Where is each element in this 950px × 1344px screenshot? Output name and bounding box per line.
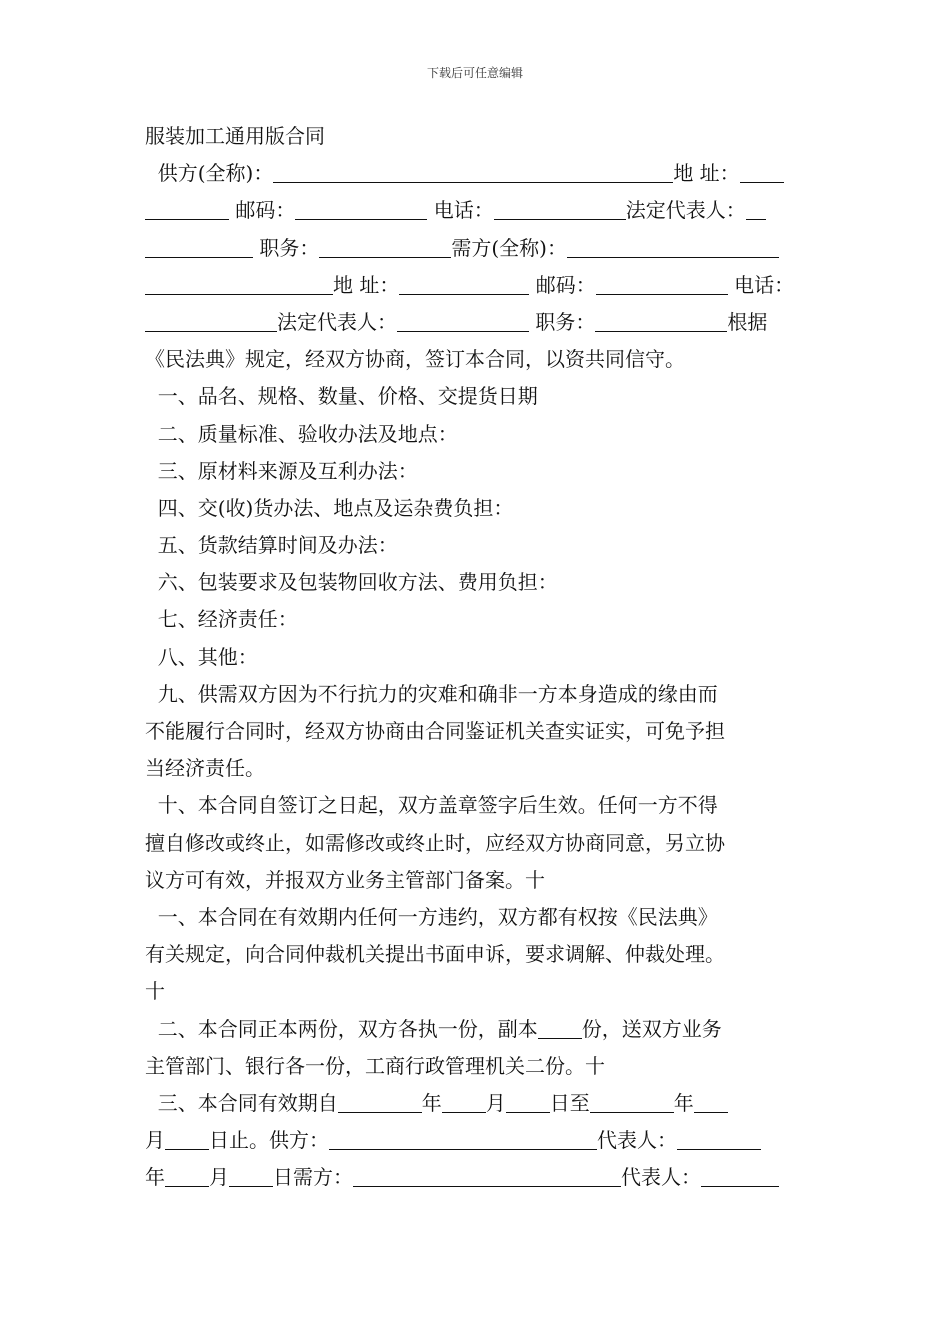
blank-field[interactable] [295, 195, 427, 220]
line-text: 日需方： [273, 1165, 353, 1190]
contract-line [145, 601, 809, 638]
blank-field[interactable] [145, 233, 253, 258]
line-text: 六、包装要求及包装物回收方法、费用负担： [145, 570, 558, 595]
line-text: 十 [145, 979, 165, 1004]
blank-field[interactable] [319, 233, 451, 258]
line-text: 三、原材料来源及互利办法： [145, 458, 418, 483]
line-text: 不能履行合同时，经双方协商由合同鉴证机关查实证实，可免予担 [145, 719, 725, 743]
blank-field[interactable] [506, 1088, 550, 1113]
contract-line [145, 267, 809, 304]
line-text: 月 [209, 1165, 229, 1190]
line-text: 二、本合同正本两份，双方各执一份，副本 [145, 1016, 538, 1041]
line-text: 七、经济责任： [145, 607, 298, 632]
blank-field[interactable] [145, 270, 333, 295]
line-text: 《民法典》规定，经双方协商，签订本合同，以资共同信守。 [145, 347, 685, 372]
contract-line [145, 527, 809, 564]
line-text: 份，送双方业务 [581, 1016, 722, 1041]
line-text: 代表人： [597, 1128, 677, 1153]
line-text: 五、货款结算时间及办法： [145, 533, 398, 558]
line-text: 电话： [427, 198, 494, 223]
contract-line [145, 453, 809, 490]
line-text: 一、品名、规格、数量、价格、交提货日期 [145, 384, 538, 409]
blank-field[interactable] [165, 1125, 209, 1150]
line-text: 法定代表人： [625, 198, 746, 223]
blank-field[interactable] [596, 270, 728, 295]
line-text: 月 [145, 1128, 165, 1153]
blank-field[interactable] [677, 1125, 761, 1150]
line-text: 一、本合同在有效期内任何一方违约，双方都有权按《民法典》 [145, 904, 718, 929]
blank-field[interactable] [145, 195, 229, 220]
blank-field[interactable] [338, 1088, 422, 1113]
contract-line [145, 192, 809, 229]
blank-field[interactable] [329, 1125, 597, 1150]
blank-field[interactable] [397, 307, 529, 332]
contract-line [145, 341, 809, 378]
contract-line [145, 750, 809, 787]
contract-line [145, 230, 809, 267]
line-text: 职务： [529, 309, 596, 334]
blank-field[interactable] [145, 307, 277, 332]
blank-field[interactable] [701, 1162, 779, 1187]
contract-line [145, 564, 809, 601]
contract-title: 服装加工通用版合同 [145, 124, 325, 148]
contract-document [145, 118, 809, 1196]
blank-field[interactable] [353, 1162, 621, 1187]
contract-line [145, 490, 809, 527]
line-text: 九、供需双方因为不行抗力的灾难和确非一方本身造成的缘由而 [145, 681, 718, 706]
line-text: 年 [673, 1090, 694, 1115]
blank-field[interactable] [694, 1088, 728, 1113]
line-text: 十、本合同自签订之日起，双方盖章签字后生效。任何一方不得 [145, 793, 718, 818]
contract-line [145, 862, 809, 899]
contract-line [145, 378, 809, 415]
contract-line [145, 787, 809, 824]
blank-field[interactable] [399, 270, 529, 295]
line-text: 当经济责任。 [145, 756, 265, 781]
contract-line [145, 155, 809, 192]
line-text: 三、本合同有效期自 [145, 1090, 338, 1115]
contract-line [145, 899, 809, 936]
line-text: 擅自修改或终止，如需修改或终止时，应经双方协商同意，另立协 [145, 830, 725, 855]
contract-line [145, 973, 809, 1010]
contract-line [145, 1011, 809, 1048]
blank-field[interactable] [567, 233, 779, 258]
contract-line [145, 416, 809, 453]
contract-line [145, 1048, 809, 1085]
contract-line [145, 304, 809, 341]
line-text: 月 [485, 1090, 506, 1115]
line-text: 四、交(收)货办法、地点及运杂费负担： [145, 495, 514, 520]
blank-field[interactable] [746, 195, 766, 220]
blank-field[interactable] [273, 158, 673, 183]
blank-field[interactable] [595, 307, 727, 332]
line-text: 主管部门、银行各一份，工商行政管理机关二份。十 [145, 1053, 605, 1078]
contract-line [145, 825, 809, 862]
line-text: 地 址： [673, 161, 740, 186]
line-text: 职务： [253, 235, 320, 260]
line-text: 邮码： [529, 272, 596, 297]
line-text: 年 [145, 1165, 165, 1190]
line-text: 供方(全称)： [145, 161, 274, 186]
line-text: 有关规定，向合同仲裁机关提出书面申诉，要求调解、仲裁处理。 [145, 942, 725, 967]
line-text: 二、质量标准、验收办法及地点： [145, 421, 458, 446]
line-text: 年 [421, 1090, 442, 1115]
line-text: 八、其他： [145, 644, 258, 669]
contract-line [145, 1159, 809, 1196]
blank-field[interactable] [165, 1162, 209, 1187]
line-text: 电话： [727, 272, 795, 297]
blank-field[interactable] [229, 1162, 273, 1187]
contract-body [145, 155, 809, 1196]
line-text: 根据 [727, 309, 768, 334]
blank-field[interactable] [442, 1088, 486, 1113]
contract-line [145, 676, 809, 713]
blank-field[interactable] [538, 1014, 582, 1039]
contract-line [145, 936, 809, 973]
line-text: 代表人： [621, 1165, 701, 1190]
line-text: 日止。供方： [209, 1128, 329, 1153]
line-text: 议方可有效，并报双方业务主管部门备案。十 [145, 867, 545, 892]
page-header: 下载后可任意编辑 [426, 66, 523, 80]
line-text: 需方(全称)： [451, 235, 567, 260]
line-text: 地 址： [333, 272, 400, 297]
blank-field[interactable] [494, 195, 626, 220]
blank-field[interactable] [740, 158, 784, 183]
contract-line [145, 713, 809, 750]
blank-field[interactable] [590, 1088, 674, 1113]
line-text: 日至 [549, 1090, 590, 1115]
line-text: 法定代表人： [277, 309, 397, 334]
contract-line [145, 639, 809, 676]
contract-line [145, 1085, 809, 1122]
line-text: 邮码： [229, 198, 296, 223]
contract-line [145, 1122, 809, 1159]
